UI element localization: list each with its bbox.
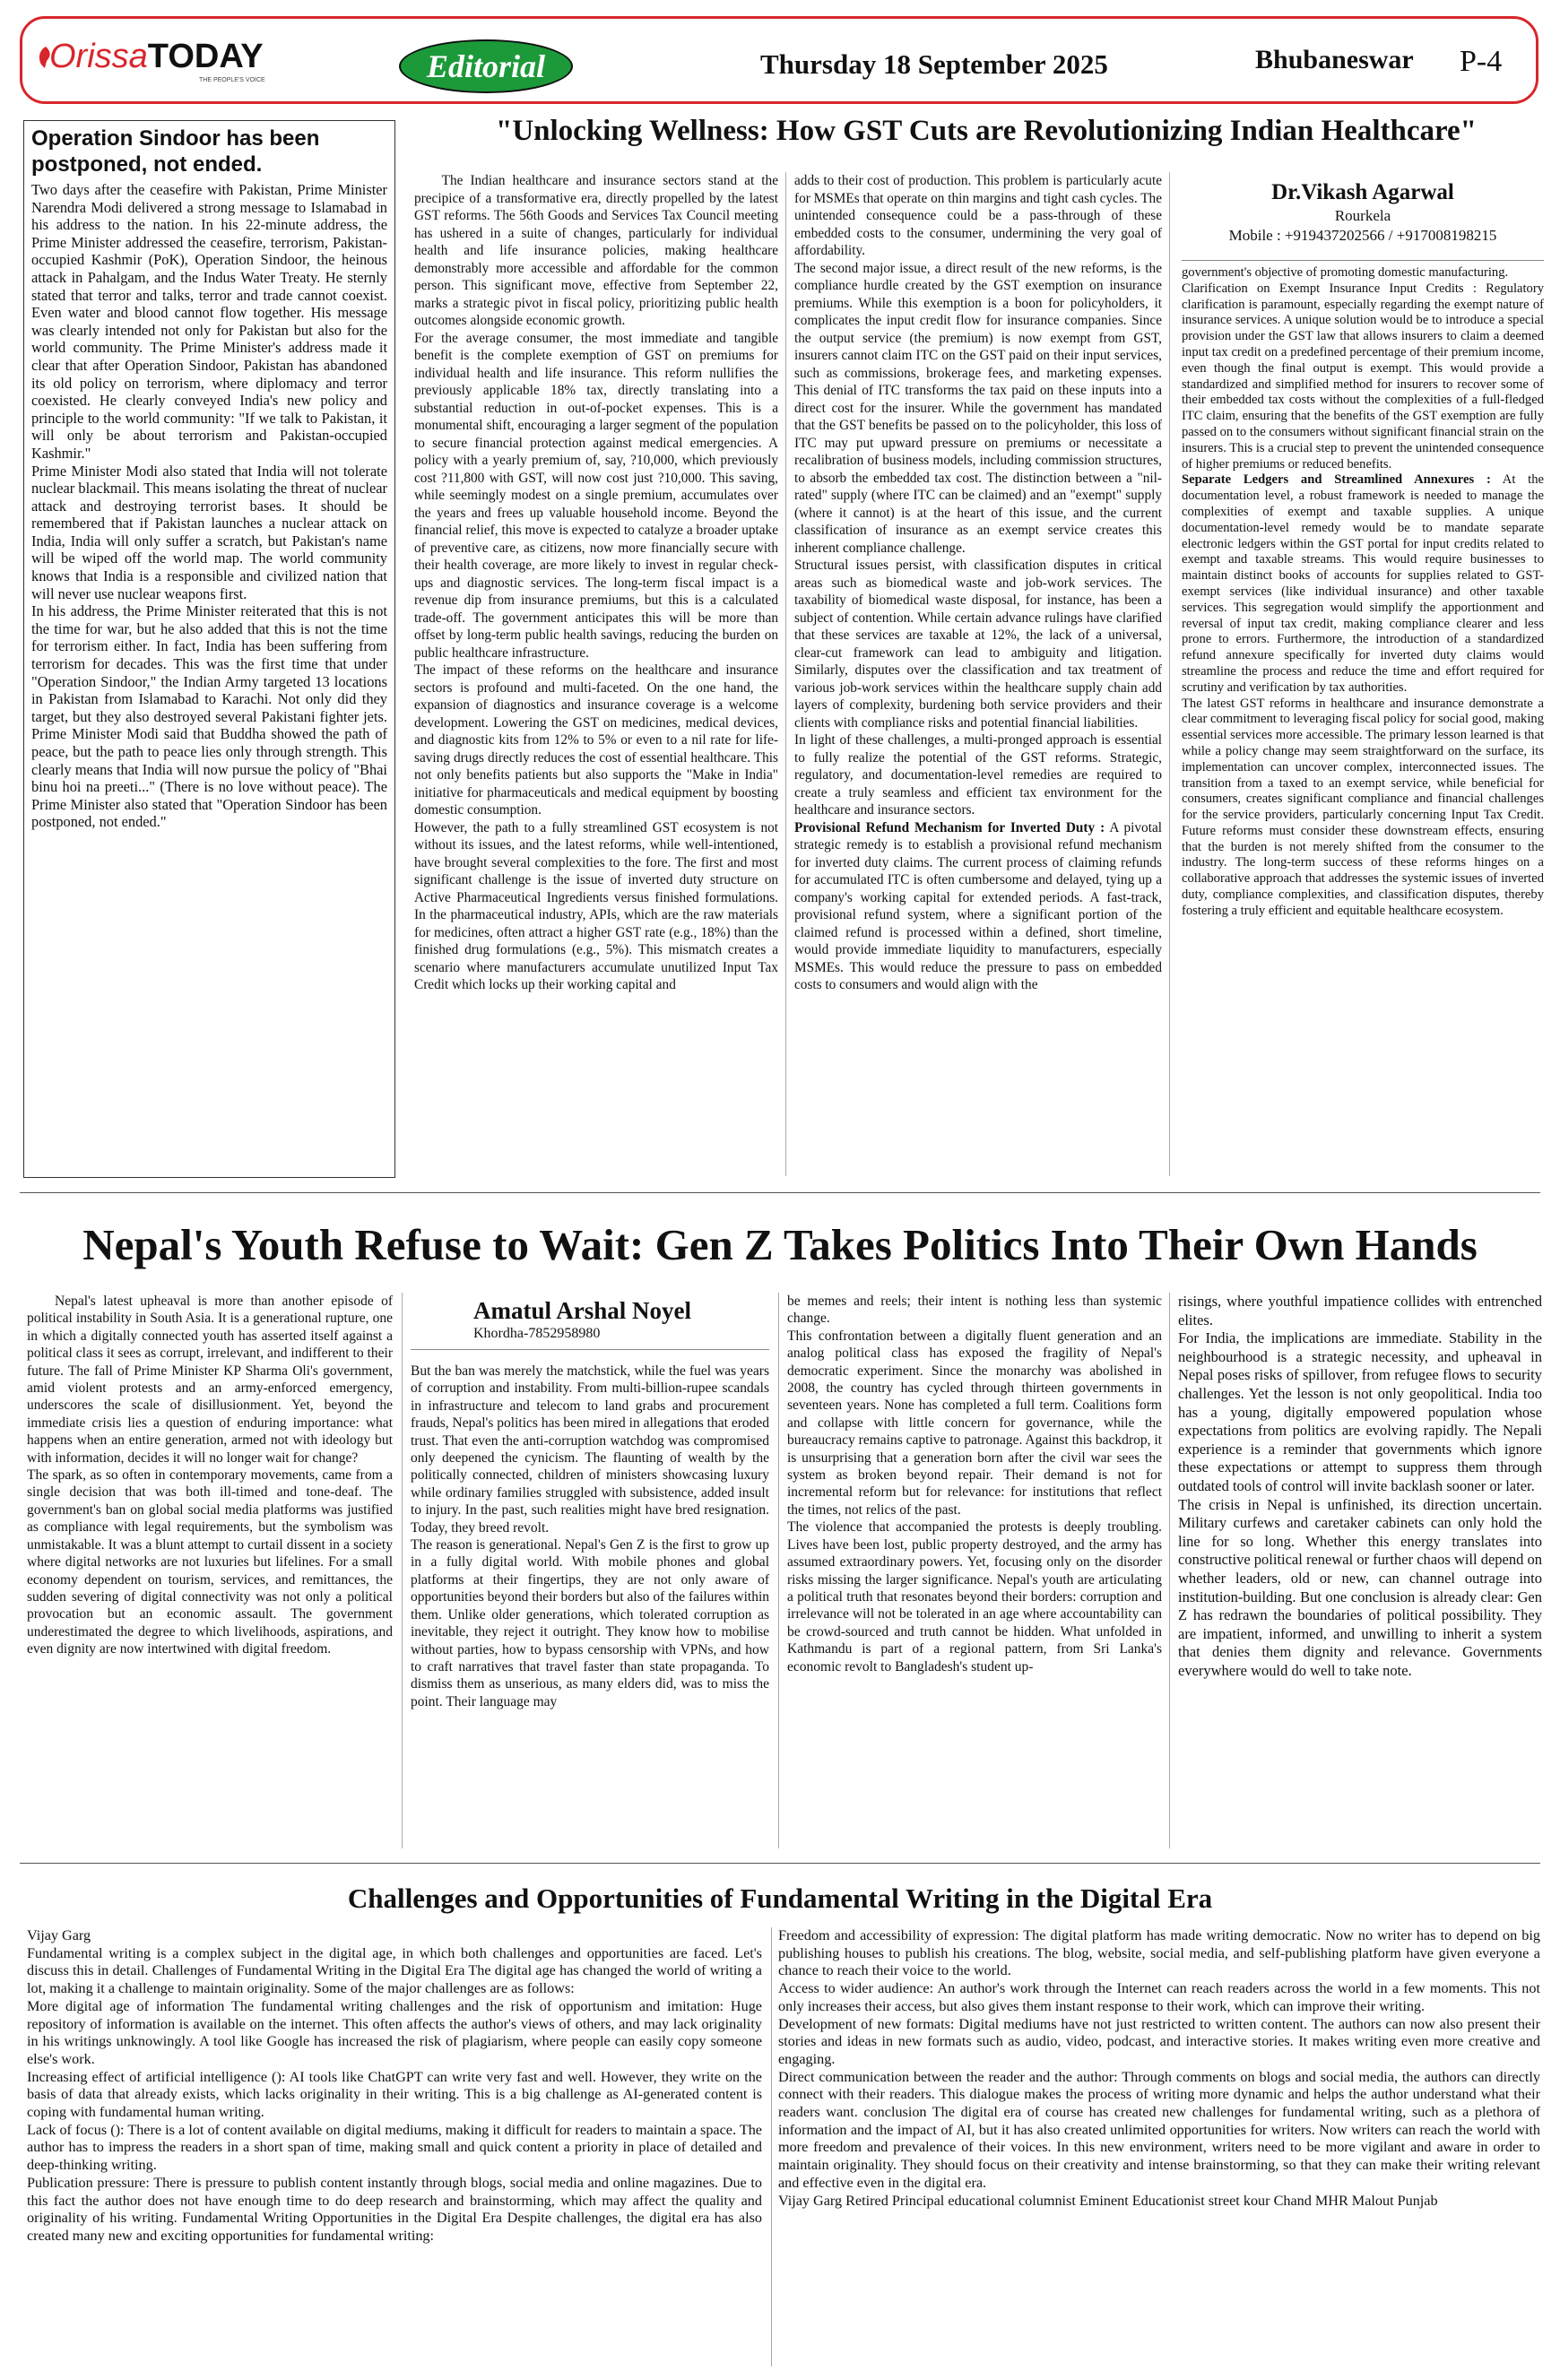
page-number: P-4 bbox=[1460, 45, 1503, 78]
edition-city: Bhubaneswar bbox=[1255, 45, 1414, 74]
column-divider bbox=[778, 1293, 779, 1848]
nepal-column-4 bbox=[1178, 1293, 1542, 1853]
writing-paragraph: Lack of focus (): There is a lot of content available on digital mediums, making it difficult for readers to maintain a space. The author has to impress the readers in a short span of time, making small and quick content a priority in place of detailed and deep-thinking writing. bbox=[27, 2121, 762, 2174]
writing-paragraph: Increasing effect of artificial intelligence (): AI tools like ChatGPT can write very fast and well. However, they write on the basis of data that already exists, which lacks originality in their writing. This is a big challenge as AI-generated content is coping with fundamental human writing. bbox=[27, 2068, 762, 2121]
gst-paragraph: The latest GST reforms in healthcare and insurance demonstrate a clear commitment to leveraging fiscal policy for social good, making essential services more accessible. The primary lesson learned is that while a policy change may seem straightforward on the surface, its implementation can uncover complex, interconnected issues. The transition from a taxed to an exempt service, while beneficial for consumers, creates significant compliance and financial challenges for the service providers, particularly concerning Input Tax Credit. Future reforms must consider these downstream effects, ensuring that the burden is not merely shifted from the consumer to the industry. The long-term success of these reforms hinges on a collaborative approach that addresses the systemic issues of inverted duty, compliance complexities, and classification disputes, thereby fostering a truly efficient and equitable healthcare ecosystem. bbox=[1182, 696, 1544, 918]
gst-paragraph: In light of these challenges, a multi-pronged approach is essential to fully realize the potential of the GST reforms. Strategic, regulatory, and documentation-level remedies are required to create a truly seamless and efficient tax environment for the healthcare and insurance sectors. bbox=[794, 732, 1162, 818]
logo-orissa: Orissa bbox=[49, 38, 148, 75]
gst-paragraph: Structural issues persist, with classification disputes in critical areas such as biomedical waste and job-work services. The taxability of biomedical waste disposal, for instance, has been a subject of contention. While certain advance rulings have clarified that these services are taxable at 12%, the lack of a universal, clear-cut framework can lead to ambiguity and litigation. Similarly, disputes over the classification and tax treatment of various job-work services within the healthcare supply chain add layers of complexity, burdening both service providers and their clients with compliance risks and potential financial liabilities. bbox=[794, 558, 1162, 731]
sindoor-paragraph: In his address, the Prime Minister reiterated that this is not the time for war, but he also added that this is not the time for terrorism either. In fact, India has been suffering from terrorism for decades. This was the first time that under "Operation Sindoor," the Indian Army targeted 13 locations in Pakistan from Islamabad to Karachi. Not only did they target, but they also destroyed several Pakistani fighter jets. Prime Minister Modi said that Buddha showed the path of peace, but the path to peace lies only through strength. This clearly means that India will now pursue the policy of "Bhai binu hoi na preeti..." (There is no love without peace). The Prime Minister also stated that "Operation Sindoor has been postponed, not ended." bbox=[31, 602, 387, 831]
sindoor-paragraph: Prime Minister Modi also stated that India will not tolerate nuclear blackmail. This means isolating the threat of nuclear attack and destroying terrorist bases. It should be remembered that if Pakistan launches a nuclear attack on India, India will only suffer a scratch, but Pakistan's name will be wiped off the world map. The world community knows that India is a responsible and civilized nation that will never use nuclear weapons first. bbox=[31, 462, 387, 602]
writing-byline: Vijay Garg bbox=[27, 1927, 91, 1943]
gst-paragraph bbox=[794, 819, 1162, 994]
gst-author-place: Rourkela bbox=[1334, 207, 1391, 224]
writing-column-right bbox=[778, 1927, 1540, 2371]
nepal-paragraph: This confrontation between a digitally fluent generation and an analog political class has exposed the fragility of Nepal's democratic experiment. Since the monarchy was abolished in 2008, the country has cycled through thirteen governments in seventeen years. None has completed a full term. Coalitions form and collapse with little concern for governance, while the bureaucracy remains captive to patronage. Against this backdrop, it is unsurprising that a generation born after the civil war sees the system as broken beyond repair. Their demand is not for incremental reform but for relevance: for institutions that reflect the times, not relics of the past. bbox=[787, 1328, 1162, 1518]
nepal-column-2 bbox=[411, 1363, 769, 1854]
nepal-author-block bbox=[411, 1296, 769, 1343]
gst-subhead: Separate Ledgers and Streamlined Annexures : bbox=[1182, 472, 1491, 488]
gst-column-1 bbox=[414, 172, 778, 1181]
gst-paragraph: However, the path to a fully streamlined GST ecosystem is not without its issues, and the latest reforms, while well-intentioned, have brought several complexities to the fore. The first and most significant challenge is the issue of inverted duty structure on Active Pharmaceutical Ingredients versus finished formulations. In the pharmaceutical industry, APIs, which are the raw materials for medicines, often attract a higher GST rate (e.g., 18%) than the finished drug formulations (e.g., 5%). This mismatch creates a scenario where manufacturers accumulate unutilized Input Tax Credit which locks up their working capital and bbox=[414, 819, 778, 992]
gst-subhead: Provisional Refund Mechanism for Inverted Duty : bbox=[794, 819, 1105, 835]
issue-date: Thursday 18 September 2025 bbox=[760, 48, 1108, 80]
gst-paragraph bbox=[1182, 472, 1544, 696]
gst-column-3 bbox=[1182, 265, 1544, 1180]
writing-column-left bbox=[27, 1927, 762, 2371]
sindoor-title: Operation Sindoor has been postponed, not ended. bbox=[31, 126, 320, 177]
section-badge: Editorial bbox=[399, 39, 573, 93]
nepal-paragraph: The crisis in Nepal is unfinished, its direction uncertain. Military curfews and caretaker cabinets can only hold the line for so long. Whether this energy translates into constructive political renewal or further chaos will depend on whether leaders, old or new, can channel outrage into institution-building. But one conclusion is already clear: Gen Z has redrawn the boundaries of political possibility. They are impatient, informed, and unwilling to inherit a system that denies them dignity and relevance. Governments everywhere would do well to take note. bbox=[1178, 1495, 1542, 1679]
author-divider bbox=[1182, 260, 1544, 261]
gst-paragraph: The impact of these reforms on the healthcare and insurance sectors is profound and multi-faceted. On the one hand, the expansion of diagnostics and insurance coverage is a welcome development. Lowering the GST on medicines, medical devices, and diagnostic kits from 12% to 5% or even to a nil rate for life-saving drugs directly reduces the cost of essential healthcare. This not only benefits patients but also supports the "Make in India" initiative for pharmaceuticals and medical equipment by boosting domestic consumption. bbox=[414, 662, 778, 818]
writing-paragraph: Access to wider audience: An author's work through the Internet can reach readers across the world in a few moments. This not only increases their access, but also gives them instant response to their work, which can improve their writing. bbox=[778, 1980, 1540, 2014]
writing-paragraph: Vijay Garg Retired Principal educational columnist Eminent Educationist street kour Chand MHR Malout Punjab bbox=[778, 2192, 1438, 2209]
logo-tagline: THE PEOPLE'S VOICE bbox=[199, 77, 265, 83]
nepal-paragraph: be memes and reels; their intent is nothing less than systemic change. bbox=[787, 1294, 1162, 1327]
nepal-column-1 bbox=[27, 1293, 393, 1853]
writing-paragraph: More digital age of information The fundamental writing challenges and the risk of opportunism and imitation: Huge repository of information is available on the internet. This often affects the author's views of others, and may lack originality in his writings unknowingly. A tool like Google has increased the risk of plagiarism, where people can easily copy someone else's work. bbox=[27, 1997, 762, 2067]
gst-paragraph: government's objective of promoting domestic manufacturing. bbox=[1182, 265, 1509, 280]
column-divider bbox=[771, 1927, 772, 2367]
gst-paragraph: For the average consumer, the most immediate and tangible benefit is the complete exemption of GST on premiums for individual health and life insurance. This reform nullifies the previously applicable 18% tax, directly translating into a substantial reduction in out-of-pocket expenses. This is a monumental shift, encouraging a larger segment of the population to secure financial protection against medical emergencies. A policy with a yearly premium of, say, ?10,000, which previously cost ?11,800 with GST, will now cost just ?10,000. This saving, while seemingly modest on a single premium, accumulates over the years and frees up valuable household income. Beyond the financial relief, this move is expected to catalyze a broader uptake of preventive care, as citizens, now more financially secure with their health coverage, are more likely to invest in regular check-ups and diagnostic services. The long-term fiscal impact is a revenue dip from insurance premiums, but this is a calculated trade-off. The government anticipates this will be more than offset by long-term public health savings, reducing the burden on public healthcare infrastructure. bbox=[414, 330, 778, 661]
sindoor-article bbox=[23, 120, 395, 1178]
writing-paragraph: Freedom and accessibility of expression: The digital platform has made writing democratic. Now no writer has to depend on big publishing houses to publish his creations. The blog, website, social media, and self-publishing platform have given everyone a chance to reach their voice to the world. bbox=[778, 1927, 1540, 1979]
column-divider bbox=[402, 1293, 403, 1848]
gst-headline: "Unlocking Wellness: How GST Cuts are Revolutionizing Indian Healthcare" bbox=[496, 115, 1477, 147]
nepal-paragraph: For India, the implications are immediate. Stability in the neighbourhood is a strategic necessity, and upheaval in Nepal poses risks of spillover, from refugee flows to security challenges. Yet the lesson is not only geopolitical. India too has a young, digitally empowered population whose expectations from politics are evolving rapidly. The Nepali experience is a reminder that governments which ignore these expectations or attempt to suppress them through outdated tools of control will invite backlash sooner or later. bbox=[1178, 1329, 1542, 1494]
logo[interactable] bbox=[49, 38, 264, 76]
section-divider bbox=[20, 1863, 1540, 1864]
gst-column-2 bbox=[794, 172, 1162, 1181]
gst-subhead-text: At the documentation level, a robust framework is needed to manage the complexities of exempt and taxable supplies. A unique documentation-level remedy would be to mandate separate electronic ledgers within the GST portal for input credits related to exempt and taxable streams. This would require businesses to maintain distinct books of accounts for supplies related to GST-exempt services (like individual insurance) and other taxable services. This segregation would simplify the apportionment and reversal of input tax credit, making compliance clearer and less prone to errors. Furthermore, the introduction of a standardized refund annexure specifically for inverted duty claims would streamline the process and reduce the time and effort required for scrutiny and verification by tax authorities. bbox=[1182, 472, 1544, 695]
section-divider bbox=[20, 1192, 1540, 1193]
nepal-paragraph: The reason is generational. Nepal's Gen Z is the first to grow up in a fully digital world. With mobile phones and global platforms at their fingertips, they are not only aware of opportunities beyond their borders but also of the failures within them. Unlike older generations, which tolerated corruption as inevitable, they reject it outright. They know how to mobilise without parties, how to bypass censorship with VPNs, and how to craft narratives that travel faster than state propaganda. To dismiss them as unserious, as many elders did, was to miss the point. Their language may bbox=[411, 1537, 769, 1709]
gst-subhead-text: A pivotal strategic remedy is to establish a provisional refund mechanism for inverted duty claims. The current process of claiming refunds for accumulated ITC is often cumbersome and delayed, tying up a company's working capital for extended periods. A fast-track, provisional refund system, where a significant portion of the claimed refund is processed within a defined, short timeline, would provide immediate liquidity to manufacturers, especially MSMEs. This would reduce the pressure to pass on embedded costs to consumers and would align with the bbox=[794, 819, 1162, 992]
column-divider bbox=[785, 172, 786, 1176]
writing-paragraph: Development of new formats: Digital mediums have not just restricted to written content. The authors can now also present their stories and ideas in new formats such as audio, video, podcast, and interactive stories. It makes writing even more creative and engaging. bbox=[778, 2015, 1540, 2067]
gst-author-block bbox=[1182, 179, 1544, 246]
nepal-paragraph: The violence that accompanied the protests is deeply troubling. Lives have been lost, public property destroyed, and the army has assumed extraordinary powers. Yet, focusing only on the disorder risks missing the larger significance. Nepal's youth are articulating a political truth that resonates beyond their borders: corruption and irrelevance will not be tolerated in an age where accountability can be crowd-sourced and truth cannot be hidden. What unfolded in Kathmandu is part of a regional pattern, from Sri Lanka's economic revolt to Bangladesh's student up- bbox=[787, 1519, 1162, 1675]
nepal-paragraph: But the ban was merely the matchstick, while the fuel was years of corruption and instability. From multi-billion-rupee scandals in infrastructure and telecom to land grabs and procurement frauds, Nepal's politics has been mired in allegations that eroded trust. That even the anti-corruption watchdog was compromised only deepened the cynicism. The flaunting of wealth by the politically connected, children of ministers showcasing luxury while ordinary families struggled with subsistence, added insult to injury. In the past, such realities might have bred resignation. Today, they breed revolt. bbox=[411, 1363, 769, 1536]
nepal-paragraph: Nepal's latest upheaval is more than another episode of political instability in South Asia. It is a generational rupture, one in which a digitally connected youth has asserted itself against a political class it sees as corrupt, irrelevant, and indifferent to their future. The fall of Prime Minister KP Sharma Oli's government, amid violent protests and an army-enforced emergency, underscores the scale of disillusionment. Yet, beyond the immediate crisis lies a question of enduring importance: what happens when an entire generation, armed not with ideology but with information, decides it will no longer wait for change? bbox=[27, 1294, 393, 1466]
gst-author-mobile: Mobile : +919437202566 / +917008198215 bbox=[1228, 227, 1497, 244]
author-divider bbox=[411, 1349, 769, 1350]
writing-paragraph: Publication pressure: There is pressure to publish content instantly through blogs, social media and online magazines. Due to this fact the author does not have enough time to do deep research and brainstorming, which may affect the quality and originality of his writing. Fundamental Writing Opportunities in the Digital Era Despite challenges, the digital era has also created many new and exciting opportunities for fundamental writing: bbox=[27, 2174, 762, 2244]
nepal-paragraph: The spark, as so often in contemporary movements, came from a single decision that was both ill-timed and tone-deaf. The government's ban on global social media platforms was justified as compliance with legal requirements, but the symbolism was unmistakable. It was a blunt attempt to curtail dissent in a society where digital networks are not luxuries but lifelines. For a small economy dependent on tourism, services, and remittances, the sudden severing of digital connectivity was not only a political provocation but an economic assault. The government underestimated the degree to which livelihoods, aspirations, and even dignity are now intertwined with digital freedom. bbox=[27, 1467, 393, 1657]
nepal-author-place: Khordha-7852958980 bbox=[473, 1326, 601, 1341]
nepal-column-3 bbox=[787, 1293, 1162, 1853]
gst-paragraph: Clarification on Exempt Insurance Input Credits : Regulatory clarification is paramount, especially regarding the exempt nature of insurance services. A unique solution would be to introduce a special provision under the GST law that allows insurers to claim a deemed input tax credit on a predefined percentage of their premium income, even though the final output is exempt. This would provide a standardized and simplified method for insurers to recover some of their embedded tax costs without the complexities of a full-fledged ITC claim, ensuring that the benefits of the GST exemption are fully passed on to the consumers without significant financial strain on the insurers. This is a crucial step to prevent the unintended consequence of higher premiums or reduced benefits. bbox=[1182, 281, 1544, 472]
writing-headline: Challenges and Opportunities of Fundamental Writing in the Digital Era bbox=[347, 1882, 1213, 1914]
nepal-author-name: Amatul Arshal Noyel bbox=[473, 1297, 691, 1324]
gst-author-name: Dr.Vikash Agarwal bbox=[1271, 180, 1454, 204]
gst-paragraph: adds to their cost of production. This problem is particularly acute for MSMEs that operate on thin margins and tight cash cycles. The unintended consequence could be a pass-through of these embedded costs to the consumer, undermining the very goal of affordability. bbox=[794, 173, 1162, 258]
nepal-paragraph: risings, where youthful impatience collides with entrenched elites. bbox=[1178, 1293, 1542, 1328]
column-divider bbox=[1169, 172, 1170, 1176]
writing-paragraph: Fundamental writing is a complex subject in the digital age, in which both challenges and opportunities are faced. Let's discuss this in detail. Challenges of Fundamental Writing in the Digital Era The digital age has changed the world of writing a lot, making it a challenge to maintain originality. Some of the major challenges are as follows: bbox=[27, 1944, 762, 1997]
column-divider bbox=[1169, 1293, 1170, 1848]
writing-paragraph: Direct communication between the reader and the author: Through comments on blogs and social media, the authors can directly connect with their readers. This dialogue makes the process of writing more dynamic and helps the author understand what their readers want. conclusion The digital era of course has created new challenges for fundamental writing, such as a plethora of information and the impact of AI, but it has also created unlimited opportunities for writers. Now writers can reach the world with more freedom and prevalence of their voices. In this new environment, writers need to be more vigilant and aware in order to maintain originality. They should focus on their creativity and intense brainstorming, so that they can make their writing relevant and effective even in the digital era. bbox=[778, 2068, 1540, 2191]
nepal-headline: Nepal's Youth Refuse to Wait: Gen Z Takes Politics Into Their Own Hands bbox=[82, 1220, 1478, 1269]
sindoor-paragraph: Two days after the ceasefire with Pakistan, Prime Minister Narendra Modi delivered a strong message to Islamabad in his address to the nation. In his 22-minute address, the Prime Minister addressed the ceasefire, terrorism, Pakistan-occupied Kashmir (PoK), Operation Sindoor, the heinous attack in Pahalgam, and the Indus Water Treaty. He sternly stated that terror and talks, terror and trade cannot coexist. Even water and blood cannot flow together. His message was clearly intended not only for Pakistan but also for the world community. The Prime Minister's address made it clear that after Operation Sindoor, Pakistan has abandoned its old policy on terrorism, where diplomacy and terror coexisted. He clearly conveyed India's new policy and principle to the world community: "If we talk to Pakistan, it will only be about terrorism and Pakistan-occupied Kashmir." bbox=[31, 181, 387, 462]
gst-paragraph: The Indian healthcare and insurance sectors stand at the precipice of a transformative era, directly propelled by the latest GST reforms. The 56th Goods and Services Tax Council meeting has ushered in a suite of changes, particularly for individual health and life insurance policies, making healthcare demonstrably more accessible and affordable for the common person. This significant move, effective from September 22, marks a strategic pivot in fiscal policy, prioritizing public health outcomes alongside economic growth. bbox=[414, 173, 778, 328]
gst-paragraph: The second major issue, a direct result of the new reforms, is the compliance hurdle created by the GST exemption on insurance premiums. While this exemption is a boon for policyholders, it complicates the input credit flow for insurance companies. Since the output service (the premium) is now exempt from GST, insurers cannot claim ITC on the GST paid on their input services, such as commissions, brokerage fees, and marketing expenses. This denial of ITC transforms the tax paid on these inputs into a direct cost for the insurer. While the government has mandated that the GST benefits be passed on to the policyholder, this loss of ITC may put upward pressure on premiums or necessitate a recalibration of business models, including commission structures, to absorb the embedded tax cost. The distinction between a "nil-rated" supply (where ITC can be claimed) and an "exempt" supply (where it cannot) is at the heart of this issue, and the current classification of insurance as an exempt service creates this inherent compliance challenge. bbox=[794, 260, 1162, 556]
logo-today: TODAY bbox=[147, 38, 264, 75]
